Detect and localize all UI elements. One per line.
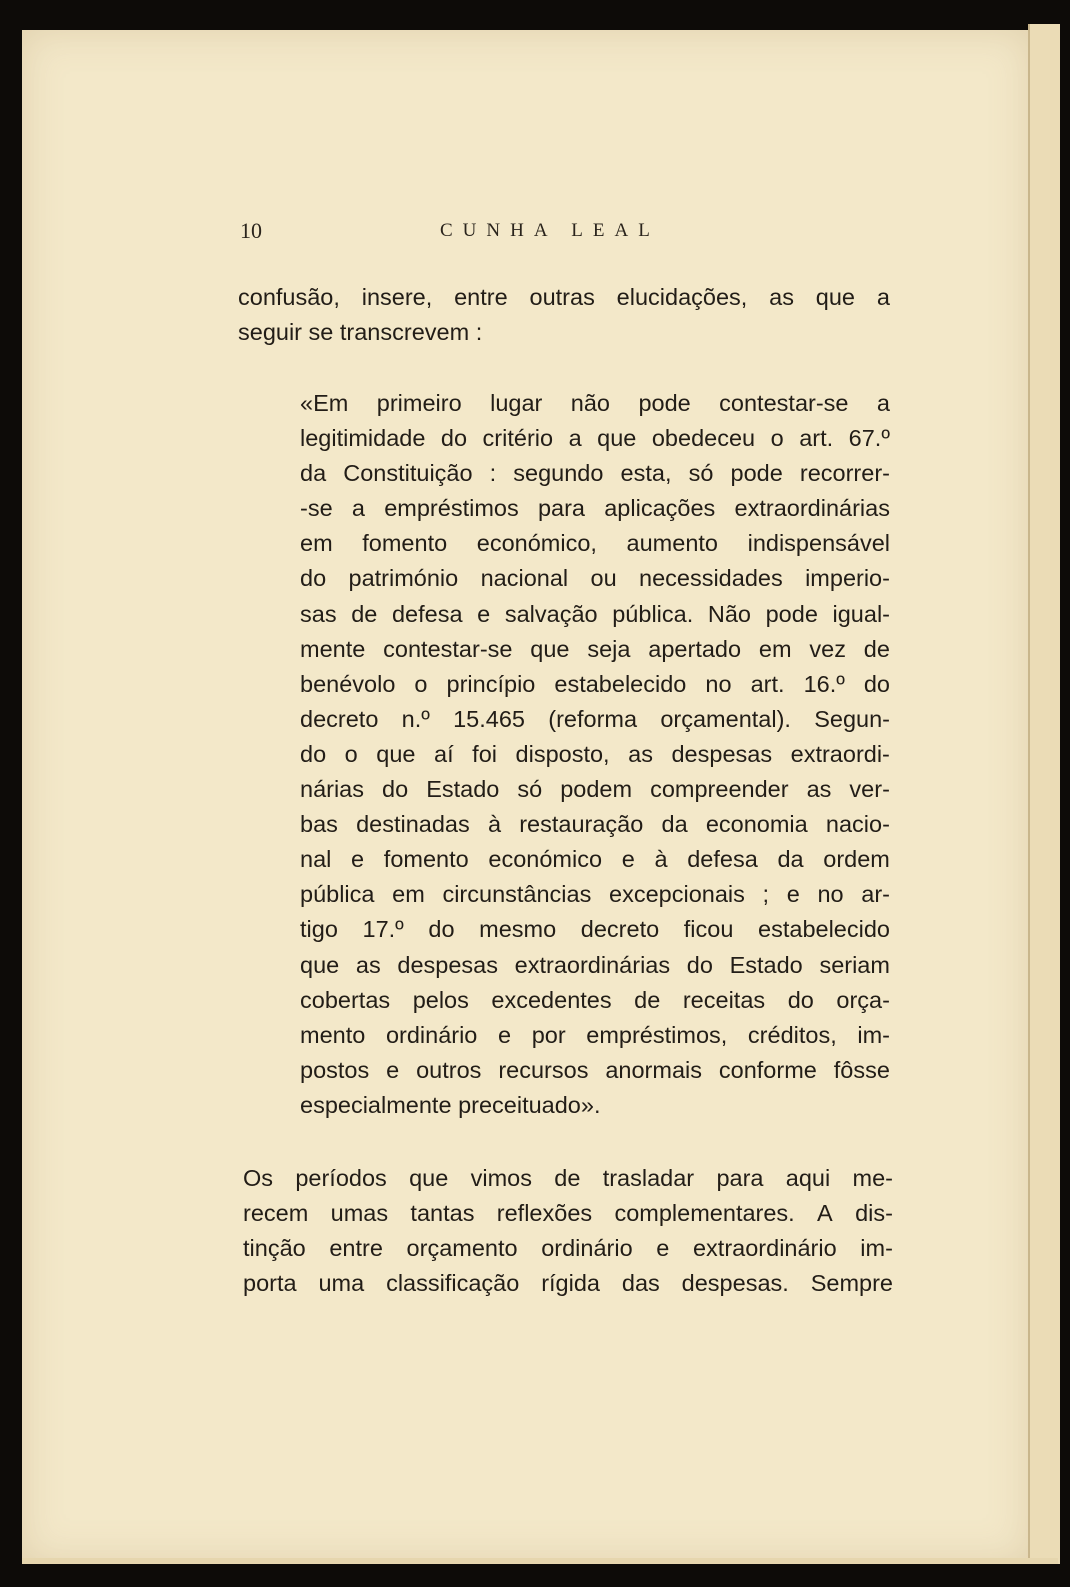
quotation-block (300, 386, 890, 1123)
text-line: Os períodos que vimos de trasladar para aqui me- (243, 1165, 893, 1191)
text-line: -se a empréstimos para aplicações extraordinárias (300, 495, 890, 522)
text-line: mento ordinário e por empréstimos, créditos, im- (300, 1021, 890, 1048)
text-line: recem umas tantas reflexões complementares. A dis- (243, 1200, 893, 1227)
text-line: nal e fomento económico e à defesa da ordem (300, 846, 890, 873)
text-line: tigo 17.º do mesmo decreto ficou estabelecido (300, 916, 890, 943)
text-line: seguir se transcrevem : (238, 319, 483, 346)
text-line: bas destinadas à restauração da economia nacio- (300, 811, 890, 838)
paragraph-closing (243, 1161, 893, 1301)
text-line: da Constituição : segundo esta, só pode recorrer- (300, 460, 890, 487)
text-line: tinção entre orçamento ordinário e extraordinário im- (243, 1235, 893, 1262)
paragraph-intro (238, 280, 890, 350)
text-line: «Em primeiro lugar não pode contestar-se a (300, 390, 890, 416)
text-line: confusão, insere, entre outras elucidações, as que a (238, 284, 890, 310)
text-line: benévolo o princípio estabelecido no art. 16.º do (300, 670, 890, 697)
text-line: em fomento económico, aumento indispensável (300, 530, 890, 557)
text-line: porta uma classificação rígida das despesas. Sempre (243, 1270, 893, 1297)
text-line: cobertas pelos excedentes de receitas do orça- (300, 986, 890, 1013)
text-line: legitimidade do critério a que obedeceu o art. 67.º (300, 425, 890, 452)
text-line: postos e outros recursos anormais conforme fôsse (300, 1056, 890, 1083)
page-header (240, 218, 760, 244)
text-line: sas de defesa e salvação pública. Não pode igual- (300, 600, 890, 627)
running-head: CUNHA LEAL (440, 220, 660, 241)
page-number: 10 (240, 218, 262, 243)
text-line: decreto n.º 15.465 (reforma orçamental). Segun- (300, 705, 890, 732)
text-line: do património nacional ou necessidades imperio- (300, 565, 890, 592)
text-line: especialmente preceituado». (300, 1091, 601, 1118)
text-line: pública em circunstâncias excepcionais ; e no ar- (300, 881, 890, 908)
text-line: mente contestar-se que seja apertado em vez de (300, 635, 890, 662)
page-bottom-edge (22, 1558, 1058, 1564)
text-line: nárias do Estado só podem compreender as ver- (300, 776, 890, 803)
text-line: que as despesas extraordinárias do Estado seriam (300, 951, 890, 978)
page-edge (1028, 24, 1060, 1564)
text-line: do o que aí foi disposto, as despesas extraordi- (300, 740, 890, 767)
